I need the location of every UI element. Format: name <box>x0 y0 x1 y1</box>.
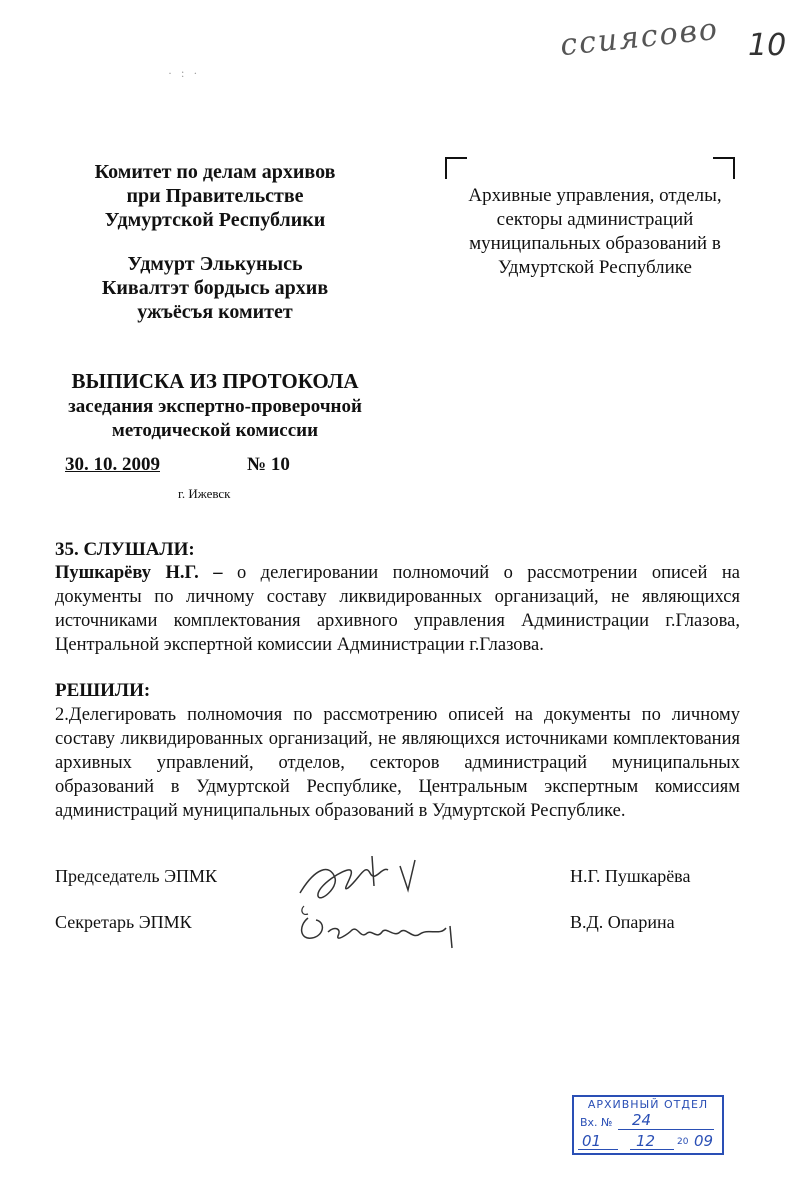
addressee-line: секторы администраций <box>496 209 694 230</box>
address-corner-left <box>445 157 467 179</box>
chairman-signature <box>300 856 415 898</box>
sender-line: при Правительстве <box>126 185 304 207</box>
chairman-role: Председатель ЭПМК <box>55 866 217 886</box>
stamp-number-underline <box>618 1129 714 1130</box>
secretary-name: В.Д. Опарина <box>570 912 675 932</box>
addressee-block <box>430 184 760 280</box>
heard-label: 35. СЛУШАЛИ: <box>55 539 195 560</box>
address-corner-right <box>713 157 735 179</box>
scan-speckles: · : · <box>168 66 201 80</box>
addressee-line: муниципальных образований в <box>469 233 721 254</box>
heard-paragraph <box>55 561 740 657</box>
decided-paragraph: 2.Делегировать полномочия по рассмотрению описей на документы по личному составу ликвидированных организаций, не являющихся источниками комплектования архивных управлений, отделов, секторов администраций муниципальных образований в Удмуртской Республике, Центральным экспертным комиссиям администраций муниципальных образований в Удмуртской Республике. <box>55 705 740 821</box>
heard-speaker: Пушкарёву Н.Г. – <box>55 563 223 583</box>
stamp-month: 12 <box>636 1132 656 1150</box>
sender-line: Комитет по делам архивов <box>94 161 336 183</box>
addressee-line: Архивные управления, отделы, <box>468 185 722 206</box>
sender-block-udmurt <box>50 252 380 324</box>
secretary-role: Секретарь ЭПМК <box>55 912 192 932</box>
subtitle-line: заседания экспертно-проверочной <box>68 396 362 417</box>
page-number: 10 <box>748 28 787 63</box>
sender-block-russian <box>50 160 380 232</box>
subtitle-line: методической комиссии <box>111 420 319 441</box>
protocol-date: 30. 10. 2009 <box>65 454 160 475</box>
stamp-incoming-label: Вх. № <box>580 1116 613 1129</box>
sender-line: ужъёсъя комитет <box>137 301 293 323</box>
heard-text: о делегировании полномочий о рассмотрении описей на документы по личному составу ликвидированных организаций, не являющихся источниками комплектования архивного управления Администрации г.Глазова, Центральной экспертной комиссии Администрации г.Глазова. <box>55 563 740 655</box>
sender-line: Удмуртской Республики <box>104 209 326 231</box>
handwritten-note: ссиясово <box>558 11 721 64</box>
archive-stamp <box>572 1095 724 1155</box>
addressee-line: Удмуртской Республике <box>498 257 692 278</box>
stamp-year-prefix: 20 <box>677 1137 689 1147</box>
chairman-name: Н.Г. Пушкарёва <box>570 866 691 886</box>
stamp-day: 01 <box>582 1132 602 1150</box>
decided-label: РЕШИЛИ: <box>55 680 151 701</box>
stamp-title: АРХИВНЫЙ ОТДЕЛ <box>587 1098 709 1111</box>
protocol-number: № 10 <box>247 454 290 475</box>
stamp-year: 09 <box>694 1132 714 1150</box>
secretary-signature <box>302 918 452 948</box>
stamp-incoming-number: 24 <box>632 1111 652 1129</box>
sender-line: Кивалтэт бордысь архив <box>101 277 329 299</box>
document-title: ВЫПИСКА ИЗ ПРОТОКОЛА <box>71 369 359 393</box>
handwritten-signatures <box>290 848 490 958</box>
document-subtitle <box>40 395 390 443</box>
sender-line: Удмурт Элькунысь <box>127 253 303 275</box>
protocol-city: г. Ижевск <box>178 486 231 501</box>
